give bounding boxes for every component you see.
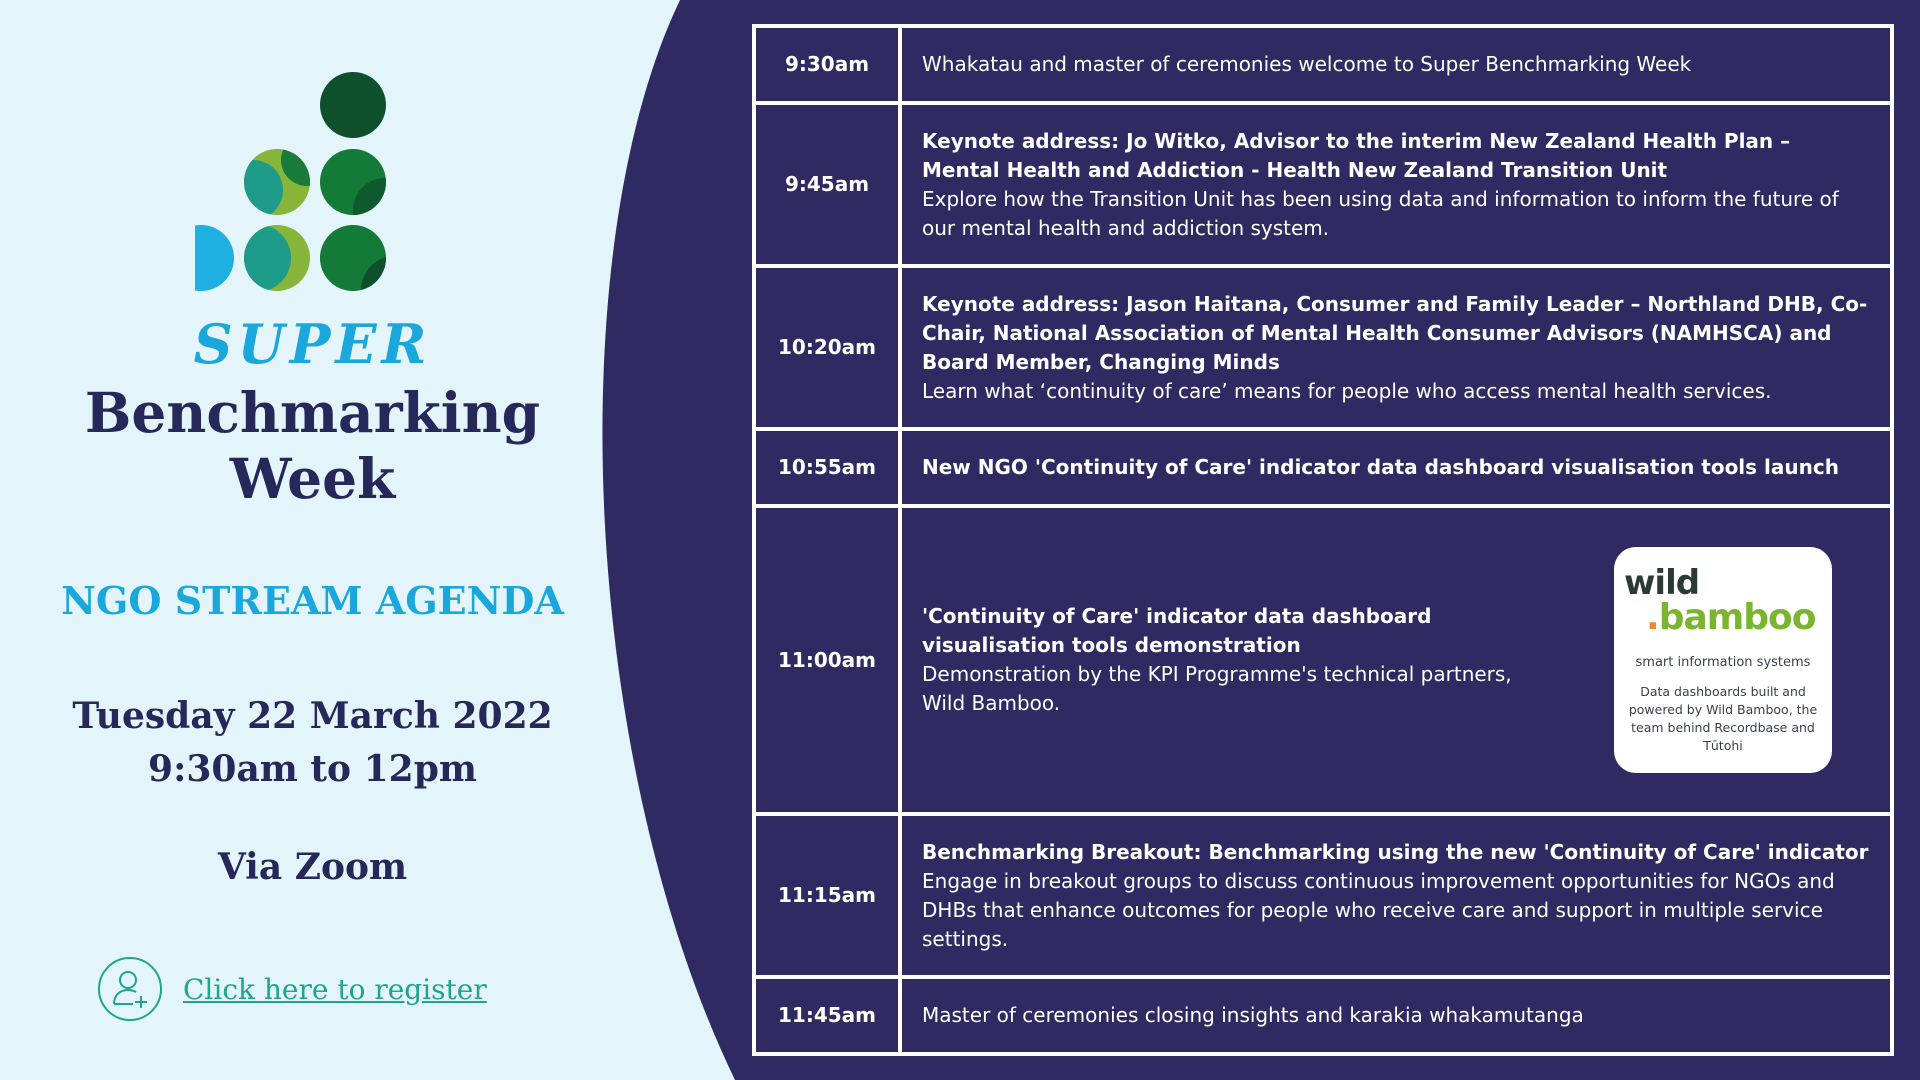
agenda-time: 11:45am: [754, 977, 900, 1054]
agenda-time: 11:15am: [754, 814, 900, 977]
wild-bamboo-badge: [1614, 547, 1832, 773]
agenda-time: 9:45am: [754, 103, 900, 266]
agenda-row: [754, 506, 1892, 814]
agenda-description: [900, 814, 1892, 977]
event-date: Tuesday 22 March 2022: [72, 695, 553, 737]
agenda-description: [900, 26, 1892, 103]
agenda-row: [754, 266, 1892, 429]
wild-bamboo-logo-word: bamboo: [1658, 597, 1816, 638]
agenda-heading: New NGO 'Continuity of Care' indicator data dashboard visualisation tools launch: [922, 455, 1839, 479]
agenda-row: [754, 429, 1892, 506]
agenda-body: Whakatau and master of ceremonies welcome to Super Benchmarking Week: [922, 52, 1692, 76]
wild-bamboo-note: Data dashboards built and powered by Wild Bamboo, the team behind Recordbase and Tūtohi: [1628, 684, 1818, 753]
agenda-row: [754, 977, 1892, 1054]
agenda-heading: 'Continuity of Care' indicator data dashboard visualisation tools demonstration: [922, 604, 1432, 657]
event-location: Via Zoom: [217, 846, 408, 888]
event-title-line-2: Week: [229, 446, 396, 511]
agenda-heading: Benchmarking Breakout: Benchmarking using the new 'Continuity of Care' indicator: [922, 839, 1869, 864]
wild-bamboo-logo-bamboo: [1646, 597, 1816, 638]
agenda-heading: Keynote address: Jason Haitana, Consumer and Family Leader – Northland DHB, Co-Chair, National Association of Mental Health Consumer Advisors (NAMHSCA) and Board Member, Changing Minds: [922, 291, 1868, 374]
agenda-time: 10:55am: [754, 429, 900, 506]
agenda-table: [752, 24, 1894, 1056]
agenda-body: Engage in breakout groups to discuss continuous improvement opportunities for NGOs and DHBs that enhance outcomes for people who receive care and support in multiple service settings.: [922, 868, 1835, 951]
agenda-heading: Keynote address: Jo Witko, Advisor to the interim New Zealand Health Plan – Mental Health and Addiction - Health New Zealand Transition Unit: [922, 128, 1791, 182]
agenda-time: 9:30am: [754, 26, 900, 103]
agenda-body: Demonstration by the KPI Programme's technical partners, Wild Bamboo.: [922, 662, 1512, 715]
agenda-body: Learn what ‘continuity of care’ means for people who access mental health services.: [922, 378, 1772, 403]
register-link[interactable]: Click here to register: [183, 972, 487, 1006]
agenda-time: 10:20am: [754, 266, 900, 429]
event-info-panel: [0, 0, 640, 1080]
agenda-description: [900, 506, 1892, 814]
super-benchmarking-logo: [195, 70, 435, 300]
agenda-body: Master of ceremonies closing insights and karakia whakamutanga: [922, 1003, 1584, 1027]
event-title-line-1: Benchmarking: [84, 380, 541, 445]
agenda-description: [900, 977, 1892, 1054]
event-date-time: [0, 690, 625, 796]
agenda-row: [754, 814, 1892, 977]
agenda-time: 11:00am: [754, 506, 900, 814]
agenda-row: [754, 26, 1892, 103]
title-super: SUPER: [193, 312, 432, 376]
agenda-description: [900, 103, 1892, 266]
agenda-row: [754, 103, 1892, 266]
wild-bamboo-logo-wild: wild: [1624, 563, 1700, 603]
add-user-icon[interactable]: [97, 956, 163, 1022]
register-link-group[interactable]: [97, 956, 487, 1022]
wild-bamboo-tagline: smart information systems: [1635, 655, 1811, 670]
agenda-description: [900, 266, 1892, 429]
stream-heading: NGO STREAM AGENDA: [61, 578, 564, 623]
agenda-body: Explore how the Transition Unit has been using data and information to inform the future of our mental health and addiction system.: [922, 186, 1839, 240]
event-title: [0, 380, 625, 512]
event-time-range: 9:30am to 12pm: [148, 748, 477, 790]
wild-bamboo-logo-dot: .: [1646, 597, 1659, 638]
agenda-description: [900, 429, 1892, 506]
